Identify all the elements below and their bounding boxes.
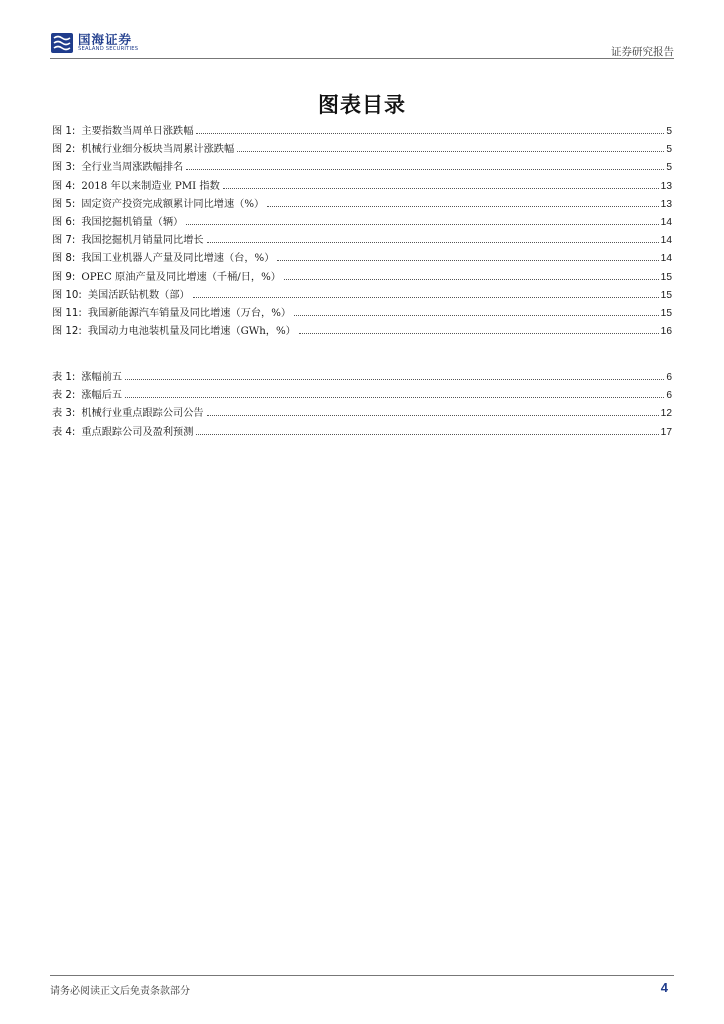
figure-entry-label [52,322,296,337]
figure-entry[interactable] [52,140,672,158]
figure-entry[interactable] [52,304,672,322]
logo-chinese-name: 国海证券 [78,32,133,47]
figure-page-number: 15 [660,289,672,301]
table-caption: 涨幅后五 [81,390,123,402]
figure-page-number: 5 [666,162,672,174]
dot-leader [294,315,659,316]
header-divider [50,58,674,59]
figure-caption: 固定资产投资完成额累计同比增速（%） [81,198,265,210]
figure-page-number: 5 [666,126,672,137]
figure-entry-label [52,213,183,228]
figure-caption: 我国新能源汽车销量及同比增速（万台，%） [87,307,292,319]
figure-number: 图 6: [52,216,76,228]
table-entry[interactable] [52,423,672,441]
table-entry-label [52,368,122,383]
figure-page-number: 14 [660,253,672,265]
dot-leader [196,434,658,435]
figure-entry[interactable] [52,268,672,286]
figure-number: 图 3: [52,162,76,174]
figure-caption: OPEC 原油产量及同比增速（千桶/日，%） [81,271,281,283]
dot-leader [207,242,659,243]
figure-caption: 全行业当周涨跌幅排名 [81,162,184,174]
figure-page-number: 16 [660,326,672,338]
dot-leader [186,169,664,170]
table-page-number: 6 [666,372,672,383]
figure-entry-label [52,158,183,173]
table-page-number: 6 [666,390,672,402]
table-page-number: 17 [660,426,672,438]
figure-caption: 我国挖掘机销量（辆） [81,216,184,228]
figure-caption: 2018 年以来制造业 PMI 指数 [81,180,220,192]
dot-leader [284,279,659,280]
figure-entry[interactable] [52,231,672,249]
dot-leader [125,397,664,398]
dot-leader [267,206,658,207]
figure-caption: 机械行业细分板块当周累计涨跌幅 [81,144,235,156]
figure-entry[interactable] [52,195,672,213]
report-type-label: 证券研究报告 [611,46,674,58]
page-number: 4 [660,980,668,995]
figure-entry-label [52,195,264,210]
figure-entry-label [52,268,281,283]
company-logo [50,30,138,56]
table-page-number: 12 [660,408,672,420]
figure-entry-label [52,249,274,264]
dot-leader [299,333,659,334]
figure-entry-label [52,177,220,192]
figure-page-number: 14 [660,235,672,247]
figure-number: 图 7: [52,235,76,247]
figure-number: 图 12: [52,326,82,338]
figure-entry-label [52,286,190,301]
figure-page-number: 15 [660,271,672,283]
figure-caption: 美国活跃钻机数（部） [87,289,190,301]
table-entry-label [52,386,122,401]
dot-leader [125,379,664,380]
table-caption: 涨幅前五 [81,372,123,383]
figure-entry[interactable] [52,177,672,195]
table-entry[interactable] [52,386,672,404]
table-number: 表 2: [52,390,76,402]
figure-caption: 我国挖掘机月销量同比增长 [81,235,204,247]
page-title: 图表目录 [318,93,406,117]
figure-number: 图 1: [52,126,76,137]
figure-number: 图 2: [52,144,76,156]
figure-list [52,122,672,340]
figure-entry[interactable] [52,213,672,231]
table-entry[interactable] [52,404,672,422]
dot-leader [237,151,664,152]
dot-leader [223,188,659,189]
figure-entry-label [52,304,291,319]
figure-page-number: 15 [660,307,672,319]
figure-page-number: 14 [660,216,672,228]
figure-entry[interactable] [52,322,672,340]
figure-number: 图 11: [52,307,82,319]
dot-leader [196,133,664,134]
sealand-logo-icon [50,32,74,54]
figure-number: 图 4: [52,180,76,192]
table-caption: 重点跟踪公司及盈利预测 [81,426,194,438]
footer-disclaimer: 请务必阅读正文后免责条款部分 [50,986,190,997]
figure-page-number: 5 [666,144,672,156]
table-number: 表 3: [52,408,76,420]
figure-entry[interactable] [52,122,672,140]
footer-divider [50,975,674,976]
figure-entry[interactable] [52,286,672,304]
table-caption: 机械行业重点跟踪公司公告 [81,408,204,420]
dot-leader [277,260,658,261]
table-number: 表 1: [52,372,76,383]
table-entry-label [52,423,193,438]
table-list [52,368,672,441]
figure-number: 图 8: [52,253,76,265]
figure-caption: 我国工业机器人产量及同比增速（台，%） [81,253,275,265]
logo-english-name: SEALAND SECURITIES [78,46,139,52]
table-entry[interactable] [52,368,672,386]
figure-page-number: 13 [660,180,672,192]
figure-entry-label [52,231,204,246]
page-header [50,30,674,60]
table-number: 表 4: [52,426,76,438]
figure-number: 图 10: [52,289,82,301]
figure-caption: 主要指数当周单日涨跌幅 [81,126,194,137]
figure-entry-label [52,140,234,155]
table-entry-label [52,404,204,419]
figure-page-number: 13 [660,198,672,210]
figure-entry[interactable] [52,249,672,267]
figure-number: 图 9: [52,271,76,283]
figure-entry-label [52,122,193,137]
figure-entry[interactable] [52,158,672,176]
dot-leader [186,224,658,225]
figure-caption: 我国动力电池装机量及同比增速（GWh，%） [87,326,296,338]
dot-leader [193,297,659,298]
dot-leader [207,415,659,416]
figure-number: 图 5: [52,198,76,210]
